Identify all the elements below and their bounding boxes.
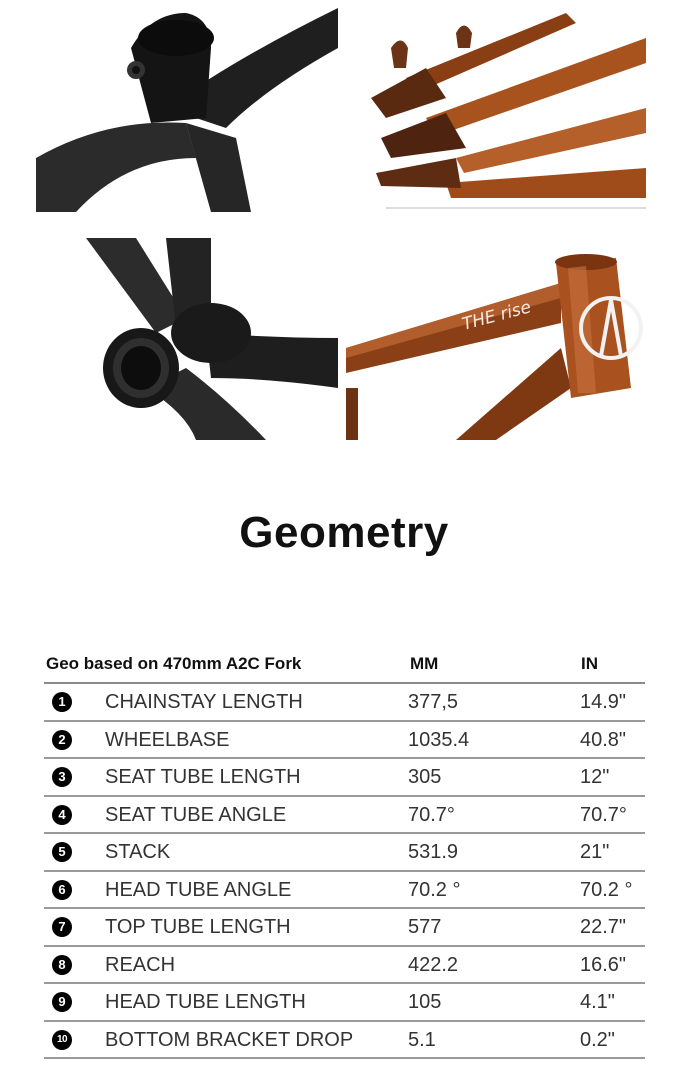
row-mm-value: 422.2 (408, 953, 459, 976)
table-header (44, 646, 645, 684)
row-label: SEAT TUBE LENGTH (105, 766, 301, 788)
row-in-value: 22.7" (580, 916, 627, 938)
row-in-value: 12" (580, 766, 610, 788)
row-number-badge: 2 (52, 730, 72, 750)
row-number-badge: 1 (52, 692, 72, 712)
row-label: WHEELBASE (105, 728, 230, 751)
row-mm-value: 531.9 (408, 841, 459, 863)
row-in-value: 4.1" (580, 991, 615, 1013)
table-row (44, 1022, 645, 1060)
row-number-badge: 9 (52, 992, 72, 1012)
copper-dropouts-photo (346, 8, 648, 212)
frame-brand-text: THE rise (460, 297, 534, 335)
matte-black-seat-clamp-photo (36, 8, 338, 212)
table-row (44, 909, 645, 947)
row-in-value: 14.9" (580, 691, 627, 713)
table-row (44, 722, 645, 760)
table-row (44, 759, 645, 797)
row-in-value: 70.2 ° (580, 878, 633, 901)
row-mm-value: 105 (408, 991, 442, 1013)
row-number-badge: 7 (52, 917, 72, 937)
table-row (44, 834, 645, 872)
row-label: STACK (105, 841, 171, 863)
row-mm-value: 577 (408, 916, 442, 938)
row-number-badge: 3 (52, 767, 72, 787)
table-row (44, 872, 645, 910)
row-in-value: 70.7° (580, 803, 627, 826)
row-in-value: 21" (580, 841, 610, 863)
row-label: HEAD TUBE ANGLE (105, 878, 292, 901)
table-row (44, 684, 645, 722)
row-mm-value: 377,5 (408, 691, 459, 713)
row-mm-value: 5.1 (408, 1028, 436, 1051)
header-label: Geo based on 470mm A2C Fork (46, 654, 302, 673)
row-mm-value: 70.7° (408, 803, 455, 826)
copper-head-tube-photo (346, 238, 648, 440)
row-number-badge: 5 (52, 842, 72, 862)
row-label: REACH (105, 953, 176, 976)
row-label: HEAD TUBE LENGTH (105, 991, 306, 1013)
row-label: BOTTOM BRACKET DROP (105, 1028, 354, 1051)
row-label: TOP TUBE LENGTH (105, 916, 291, 938)
row-in-value: 40.8" (580, 728, 627, 751)
header-in: IN (581, 654, 598, 673)
row-in-value: 0.2" (580, 1028, 615, 1051)
row-in-value: 16.6" (580, 953, 627, 976)
row-label: CHAINSTAY LENGTH (105, 691, 303, 713)
geometry-table (44, 646, 645, 1059)
table-row (44, 947, 645, 985)
row-number-badge: 4 (52, 805, 72, 825)
row-mm-value: 305 (408, 766, 442, 788)
matte-black-bottom-bracket-photo (36, 238, 338, 440)
row-number-badge: 8 (52, 955, 72, 975)
header-mm: MM (410, 654, 439, 673)
row-number-badge: 6 (52, 880, 72, 900)
table-row (44, 984, 645, 1022)
table-row (44, 797, 645, 835)
row-mm-value: 70.2 ° (408, 878, 461, 901)
row-mm-value: 1035.4 (408, 728, 470, 751)
page-title: Geometry (239, 508, 449, 557)
row-number-badge: 10 (52, 1030, 72, 1050)
row-label: SEAT TUBE ANGLE (105, 803, 287, 826)
